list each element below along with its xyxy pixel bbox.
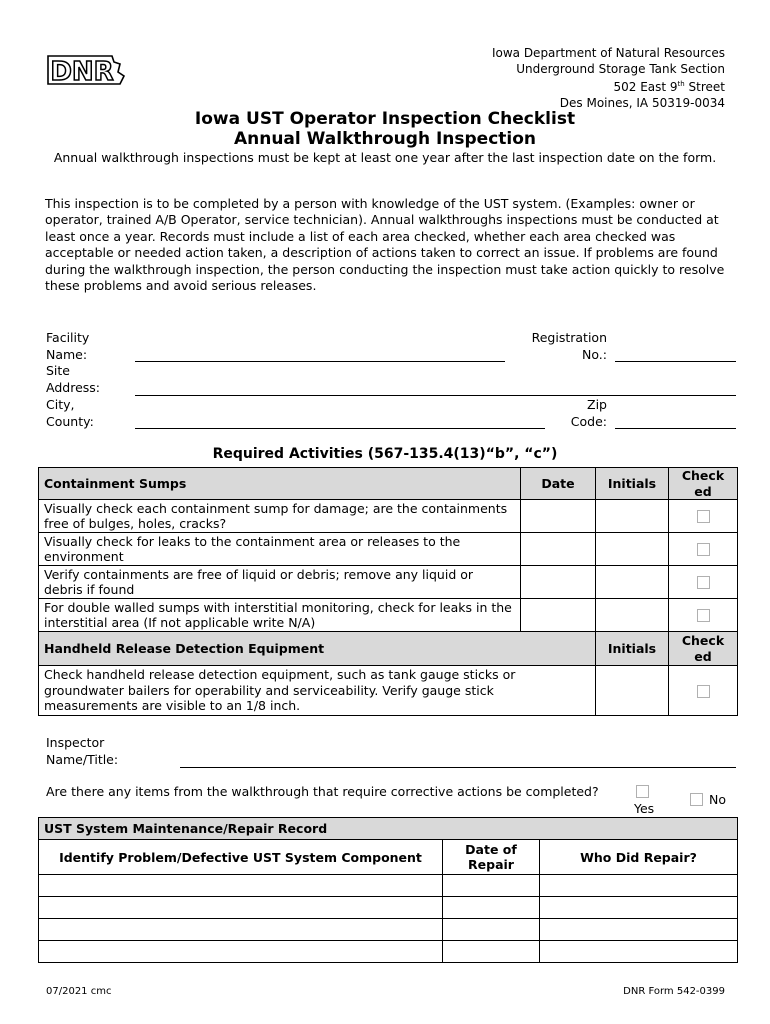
checklist-row	[39, 533, 738, 566]
repair-date-cell[interactable]	[443, 941, 540, 963]
initials-cell[interactable]	[596, 599, 669, 632]
retention-note: Annual walkthrough inspections must be kept at least one year after the last inspection date on the form.	[53, 150, 717, 165]
repair-row	[39, 875, 738, 897]
zip-code-input[interactable]	[615, 428, 736, 429]
checklist-item: Verify containments are free of liquid or debris; remove any liquid or debris if found	[39, 566, 521, 599]
required-activities-heading: Required Activities (567-135.4(13)“b”, “c”)	[212, 446, 558, 462]
repair-row	[39, 897, 738, 919]
agency-address	[492, 46, 725, 111]
repair-row	[39, 919, 738, 941]
city-county-input[interactable]	[135, 428, 545, 429]
repair-header-row	[39, 818, 738, 840]
col-repair-date: Date of Repair	[443, 840, 540, 875]
checklist-row	[39, 500, 738, 533]
who-cell[interactable]	[540, 875, 738, 897]
initials-cell[interactable]	[596, 533, 669, 566]
site-address-label: Site Address:	[46, 363, 100, 395]
date-cell[interactable]	[521, 500, 596, 533]
footer-date: 07/2021 cmc	[46, 986, 112, 997]
checklist-item: Visually check for leaks to the containment area or releases to the environment	[39, 533, 521, 566]
checked-checkbox[interactable]	[697, 510, 710, 523]
dnr-logo	[42, 50, 126, 92]
problem-cell[interactable]	[39, 919, 443, 941]
who-cell[interactable]	[540, 941, 738, 963]
repair-title: UST System Maintenance/Repair Record	[39, 818, 738, 840]
corrective-question: Are there any items from the walkthrough that require corrective actions be completed?	[46, 784, 599, 799]
repair-row	[39, 941, 738, 963]
yes-checkbox[interactable]	[636, 785, 649, 798]
checklist-item: For double walled sumps with interstitial monitoring, check for leaks in the interstitial area (If not applicable write N/A)	[39, 599, 521, 632]
problem-cell[interactable]	[39, 897, 443, 919]
agency-city: Des Moines, IA 50319-0034	[559, 95, 725, 110]
registration-label: Registration No.:	[531, 330, 607, 362]
facility-name-label: Facility Name:	[46, 330, 90, 362]
checklist-row	[39, 666, 738, 716]
no-checkbox[interactable]	[690, 793, 703, 806]
inspector-input[interactable]	[180, 767, 736, 768]
date-cell[interactable]	[521, 566, 596, 599]
col-checked: Check ed	[669, 632, 738, 666]
col-date: Date	[521, 468, 596, 500]
handheld-section-title: Handheld Release Detection Equipment	[39, 632, 596, 666]
facility-name-input[interactable]	[135, 361, 505, 362]
agency-line-1: Iowa Department of Natural Resources	[491, 46, 725, 60]
who-cell[interactable]	[540, 897, 738, 919]
checked-checkbox[interactable]	[697, 543, 710, 556]
form-subtitle: Annual Walkthrough Inspection	[233, 129, 537, 149]
checklist-item: Visually check each containment sump for damage; are the containments free of bulges, holes, cracks?	[39, 500, 521, 533]
checklist-item: Check handheld release detection equipment, such as tank gauge sticks or groundwater bailers for operability and serviceability. Verify gauge stick measurements are visible to an 1/8 inch.	[39, 666, 596, 716]
repair-date-cell[interactable]	[443, 875, 540, 897]
col-problem: Identify Problem/Defective UST System Component	[39, 840, 443, 875]
checked-checkbox[interactable]	[697, 685, 710, 698]
who-cell[interactable]	[540, 919, 738, 941]
repair-date-cell[interactable]	[443, 919, 540, 941]
checklist-table	[38, 467, 738, 716]
intro-paragraph: This inspection is to be completed by a person with knowledge of the UST system. (Examples: owner or operator, trained A/B Operator, service technician). Annual walkthroughs inspections must be conducted at least once a year. Records must include a list of each area checked, whether each area checked was acceptable or needed action taken, a description of actions taken to correct an issue. If problems are found during the walkthrough inspection, the person conducting the inspection must take action quickly to resolve these problems and avoid serious releases.	[45, 196, 725, 294]
city-county-label: City, County:	[46, 397, 94, 429]
problem-cell[interactable]	[39, 875, 443, 897]
agency-street: 502 East 9th Street	[613, 80, 725, 94]
col-initials: Initials	[596, 632, 669, 666]
checked-checkbox[interactable]	[697, 609, 710, 622]
initials-cell[interactable]	[596, 500, 669, 533]
repair-date-cell[interactable]	[443, 897, 540, 919]
containment-section-title: Containment Sumps	[39, 468, 521, 500]
yes-label: Yes	[634, 801, 655, 816]
date-cell[interactable]	[521, 533, 596, 566]
form-title: Iowa UST Operator Inspection Checklist	[194, 109, 576, 129]
date-cell[interactable]	[521, 599, 596, 632]
handheld-header-row	[39, 632, 738, 666]
site-address-input[interactable]	[135, 395, 736, 396]
initials-cell[interactable]	[596, 566, 669, 599]
initials-cell[interactable]	[596, 666, 669, 716]
checklist-row	[39, 599, 738, 632]
containment-header-row	[39, 468, 738, 500]
checklist-row	[39, 566, 738, 599]
problem-cell[interactable]	[39, 941, 443, 963]
registration-input[interactable]	[615, 361, 736, 362]
agency-line-2: Underground Storage Tank Section	[516, 61, 725, 76]
repair-record-table	[38, 817, 738, 963]
footer-form-number: DNR Form 542-0399	[623, 986, 725, 997]
zip-code-label: Zip Code:	[570, 397, 607, 429]
col-initials: Initials	[596, 468, 669, 500]
col-who-repaired: Who Did Repair?	[540, 840, 738, 875]
col-checked: Check ed	[669, 468, 738, 500]
inspector-label: Inspector Name/Title:	[46, 735, 119, 767]
svg-text:DNR: DNR	[50, 57, 114, 87]
repair-columns-row	[39, 840, 738, 875]
checked-checkbox[interactable]	[697, 576, 710, 589]
no-label: No	[709, 792, 726, 807]
